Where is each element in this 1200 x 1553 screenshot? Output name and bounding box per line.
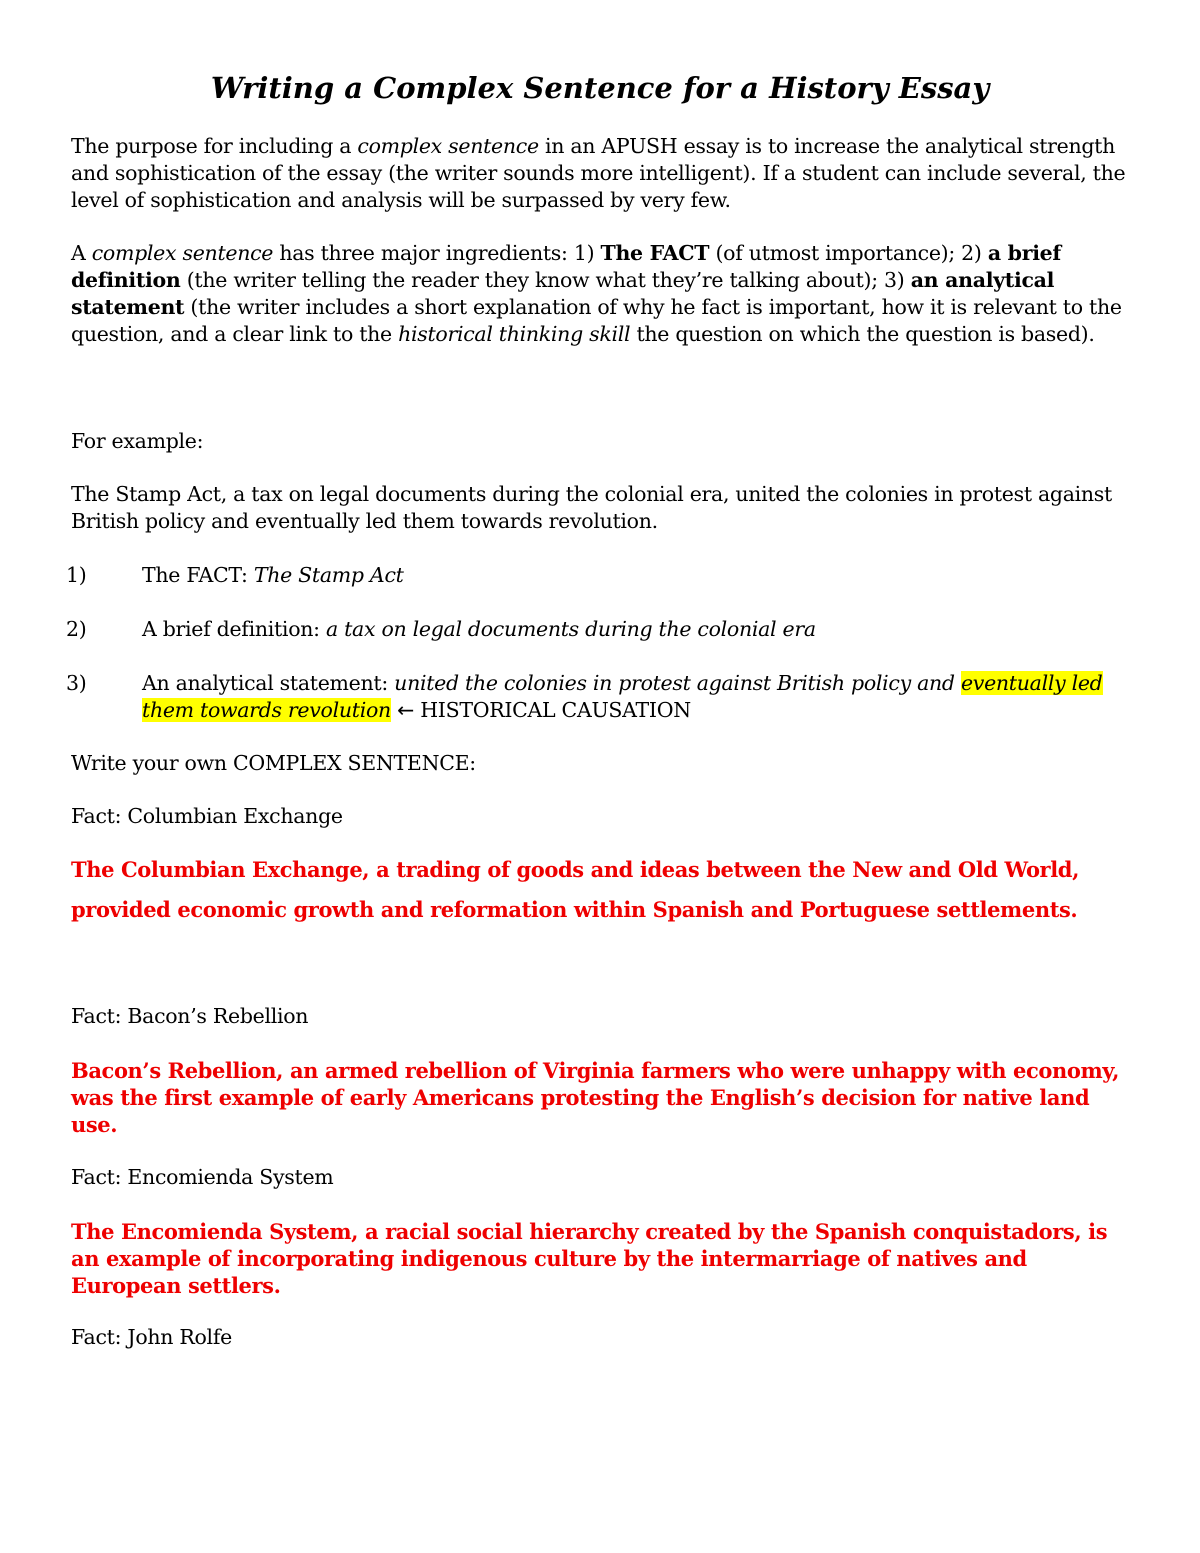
thinking-skill-tag: HISTORICAL CAUSATION bbox=[420, 698, 691, 722]
intro-text: A bbox=[71, 241, 92, 265]
list-italic: united the colonies in protest against British policy and bbox=[394, 671, 961, 695]
intro-text: (of utmost importance); 2) bbox=[709, 241, 988, 265]
list-number: 2) bbox=[66, 617, 87, 641]
answer-text: The Columbian Exchange, a trading of goods and ideas between the New and Old World, provided economic growth and reformation within Spanish and Portuguese settlements. bbox=[71, 857, 1079, 922]
list-italic: a tax on legal documents during the colonial era bbox=[325, 617, 816, 641]
answer-text: Bacon’s Rebellion, an armed rebellion of Virginia farmers who were unhappy with economy, was the first example of early Americans protesting the English’s decision for native land use. bbox=[71, 1058, 1120, 1137]
list-label: An analytical statement: bbox=[142, 671, 395, 695]
intro-text: has three major ingredients: 1) bbox=[273, 241, 601, 265]
list-number: 1) bbox=[66, 563, 87, 587]
intro-text: The purpose for including a bbox=[71, 134, 358, 158]
intro-text: (the writer telling the reader they know what they’re talking about); 3) bbox=[180, 268, 911, 292]
exercise-prompt: Write your own COMPLEX SENTENCE: bbox=[71, 751, 476, 775]
ingredient-fact: The FACT bbox=[600, 241, 710, 265]
fact-label: Fact: Bacon’s Rebellion bbox=[71, 1004, 309, 1028]
fact-label: Fact: Columbian Exchange bbox=[71, 804, 343, 828]
list-item bbox=[66, 562, 1124, 589]
intro-text: the question on which the question is based). bbox=[630, 322, 1095, 346]
intro-paragraph-2 bbox=[71, 240, 1131, 348]
fact-label: Fact: Encomienda System bbox=[71, 1165, 334, 1189]
intro-paragraph-1 bbox=[71, 133, 1131, 214]
list-label: The FACT: bbox=[142, 563, 254, 587]
highlighted-text: eventually led them towards revolution bbox=[142, 671, 1103, 722]
list-label: A brief definition: bbox=[142, 617, 326, 641]
ingredient-definition: a brief definition bbox=[71, 241, 1061, 292]
ingredient-statement: an analytical statement bbox=[71, 268, 1055, 319]
left-arrow-icon: ← bbox=[390, 698, 421, 722]
example-label: For example: bbox=[71, 429, 204, 453]
list-item bbox=[66, 670, 1124, 724]
intro-text: in an APUSH essay is to increase the analytical strength and sophistication of the essay (the writer sounds more intelligent). If a student can include several, the level of sophistication and analysis will be surpassed by very few. bbox=[71, 134, 1126, 212]
intro-term: historical thinking skill bbox=[398, 322, 631, 346]
example-sentence: The Stamp Act, a tax on legal documents during the colonial era, united the colonies in protest against British policy and eventually led them towards revolution. bbox=[71, 482, 1112, 533]
intro-text: (the writer includes a short explanation of why he fact is important, how it is relevant to the question, and a clear link to the bbox=[71, 295, 1122, 346]
answer-text: The Encomienda System, a racial social hierarchy created by the Spanish conquistadors, is an example of incorporating indigenous culture by the intermarriage of natives and European settlers. bbox=[71, 1219, 1108, 1298]
document-title: Writing a Complex Sentence for a History Essay bbox=[210, 71, 990, 105]
list-number: 3) bbox=[66, 671, 87, 695]
fact-label: Fact: John Rolfe bbox=[71, 1325, 232, 1349]
list-item bbox=[66, 616, 1124, 643]
intro-term: complex sentence bbox=[357, 134, 539, 158]
list-italic: The Stamp Act bbox=[253, 563, 404, 587]
intro-term: complex sentence bbox=[91, 241, 274, 265]
